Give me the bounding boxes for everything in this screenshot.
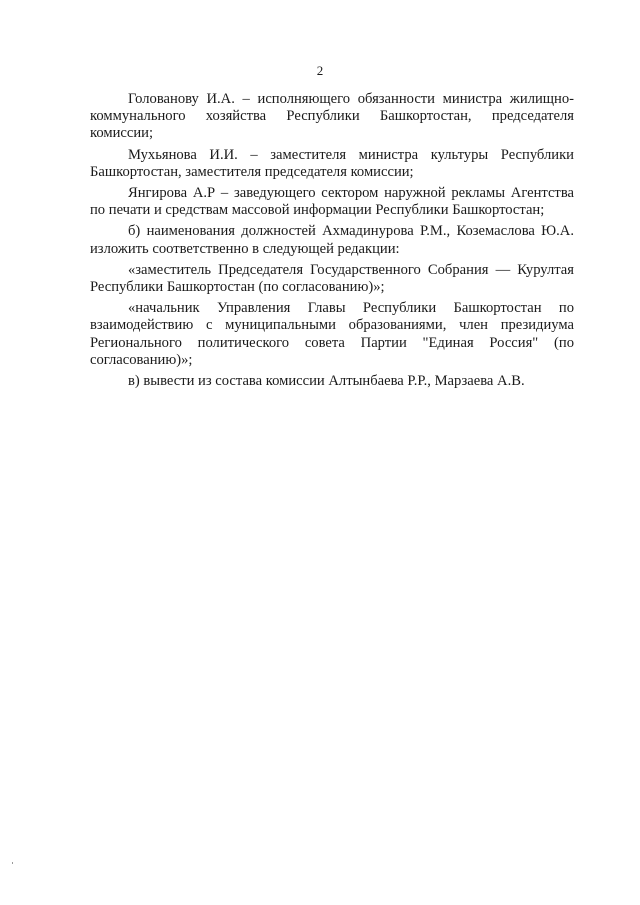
paragraph-yangirova: Янгирова А.Р – заведующего сектором наружной рекламы Агентства по печати и средствам массовой информации Республики Башкортостан; [90,185,574,219]
paragraph-golovanova: Голованову И.А. – исполняющего обязанности министра жилищно-коммунального хозяйства Республики Башкортостан, председателя комиссии; [90,91,574,142]
paragraph-mukhyanova: Мухьянова И.И. – заместителя министра культуры Республики Башкортостан, заместителя председателя комиссии; [90,146,574,180]
document-body [90,91,574,390]
page-number: 2 [316,63,324,78]
paragraph-item-b: б) наименования должностей Ахмадинурова Р.М., Коземаслова Ю.А. изложить соответственно в следующей редакции: [90,223,574,257]
paragraph-deputy-chairman: «заместитель Председателя Государственного Собрания — Курултая Республики Башкортостан (по согласованию)»; [90,261,574,296]
scan-speck [12,862,13,864]
paragraph-head-of-department: «начальник Управления Главы Республики Башкортостан по взаимодействию с муниципальными образованиями, член президиума Регионального политического совета Партии "Единая Россия" (по согласованию)»; [90,300,574,368]
paragraph-item-v: в) вывести из состава комиссии Алтынбаева Р.Р., Марзаева А.В. [128,373,525,390]
